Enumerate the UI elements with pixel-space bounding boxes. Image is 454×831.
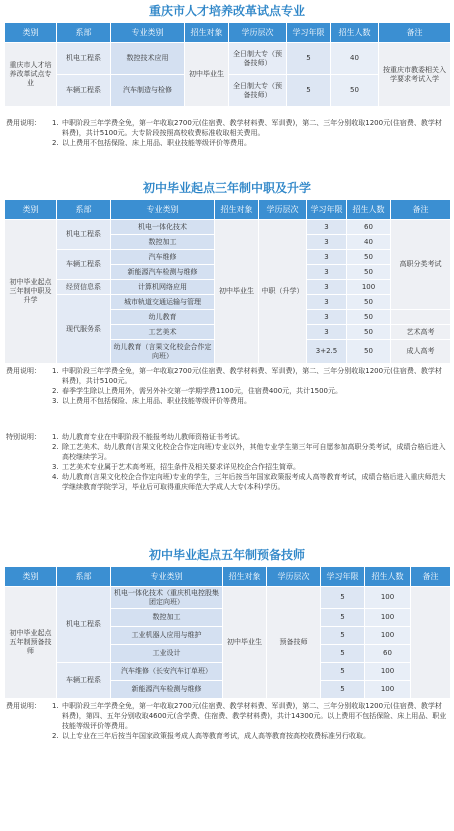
header-dept: 系部 <box>57 567 111 587</box>
fee-note-block <box>6 118 448 148</box>
header-major: 专业类别 <box>111 23 185 43</box>
major-cell: 幼儿教育 <box>111 310 215 325</box>
count-cell: 50 <box>347 310 391 325</box>
table-header-row <box>5 23 451 43</box>
count-cell: 100 <box>365 627 411 645</box>
years-cell: 3+2.5 <box>307 340 347 364</box>
count-cell: 40 <box>331 43 379 75</box>
count-cell: 100 <box>365 587 411 609</box>
header-object: 招生对象 <box>185 23 229 43</box>
note-cell: 高职分类考试 <box>391 220 451 310</box>
years-cell: 3 <box>307 220 347 235</box>
header-level: 学历层次 <box>267 567 321 587</box>
major-cell: 工艺美术 <box>111 325 215 340</box>
header-major: 专业类别 <box>111 567 223 587</box>
fee-item: 1. 中职阶段三年学费全免，第一年收取2700元(住宿费、教学材料费、军训费)，第二、三年分别收取1200元(住宿费、教学材料费)，第四、五年分别收取4600元(含学费、住宿费、教学材料费)，共计14300元。以上费用不包括保险、床上用品、职业技能等级评价等费用。 <box>52 702 447 730</box>
count-cell: 100 <box>365 681 411 699</box>
dept-cell: 机电工程系 <box>57 43 111 75</box>
section-three-year <box>0 177 454 364</box>
major-cell: 汽车维修（长安汽车订单班） <box>111 663 223 681</box>
dept-cell: 现代服务系 <box>57 295 111 364</box>
category-cell: 初中毕业起点五年制预备技师 <box>5 587 57 699</box>
level-cell: 中职（升学） <box>259 220 307 364</box>
table-row <box>5 587 451 609</box>
major-cell: 工业机器人应用与维护 <box>111 627 223 645</box>
years-cell: 3 <box>307 265 347 280</box>
header-level: 学历层次 <box>259 200 307 220</box>
section-title: 初中毕业起点五年制预备技师 <box>148 548 305 562</box>
count-cell: 40 <box>347 235 391 250</box>
major-cell: 机电一体化技术（重庆机电控股集团定向班） <box>111 587 223 609</box>
header-category: 类别 <box>5 200 57 220</box>
header-years: 学习年限 <box>321 567 365 587</box>
section-title: 初中毕业起点三年制中职及升学 <box>142 181 311 195</box>
count-cell: 50 <box>347 340 391 364</box>
special-item: 2. 除工艺美术、幼儿教育(言果文化校企合作定向班)专业以外，其他专业学生第三年可自愿参加高职分类考试，成绩合格后进入高校继续学习。 <box>52 443 446 461</box>
years-cell: 5 <box>321 609 365 627</box>
header-dept: 系部 <box>57 200 111 220</box>
special-note-block <box>6 432 448 492</box>
fee-label: 费用说明： <box>6 119 41 127</box>
level-cell: 全日制大专（预备技师） <box>229 75 287 107</box>
years-cell: 3 <box>307 280 347 295</box>
years-cell: 3 <box>307 235 347 250</box>
header-category: 类别 <box>5 23 57 43</box>
table-row <box>5 220 451 235</box>
fee-item: 2. 以上费用不包括保险、床上用品、职业技能等级评价等费用。 <box>52 139 251 147</box>
fee-item: 2. 春季学生除以上费用外，需另外补交第一学期学费1100元，住宿费400元，共计1500元。 <box>52 387 342 395</box>
fee-item: 2. 以上专业在三年后按当年国家政策报考成人高等教育考试，成人高等教育按高校收费标准另行收取。 <box>52 732 370 740</box>
years-cell: 5 <box>321 663 365 681</box>
dept-cell: 车辆工程系 <box>57 75 111 107</box>
header-years: 学习年限 <box>307 200 347 220</box>
count-cell: 50 <box>347 265 391 280</box>
fee-note-block <box>6 701 448 741</box>
section-five-year <box>0 544 454 699</box>
major-cell: 汽车维修 <box>111 250 215 265</box>
major-cell: 幼儿教育（言果文化校企合作定向班） <box>111 340 215 364</box>
special-item: 4. 幼儿教育(言果文化校企合作定向班)专业的学生，三年后按当年国家政策报考成人高等教育考试，成绩合格后进入重庆师范大学继续教育学院学习，毕业后可取得重庆师范大学成人大专(本科)学历。 <box>52 473 446 491</box>
major-cell: 计算机网络应用 <box>111 280 215 295</box>
major-cell: 机电一体化技术 <box>111 220 215 235</box>
section-reform-pilot <box>0 0 454 116</box>
count-cell: 50 <box>331 75 379 107</box>
header-level: 学历层次 <box>229 23 287 43</box>
object-cell: 初中毕业生 <box>215 220 259 364</box>
header-major: 专业类别 <box>111 200 215 220</box>
major-cell: 城市轨道交通运输与管理 <box>111 295 215 310</box>
special-label: 特别说明： <box>6 433 41 441</box>
header-note: 备注 <box>411 567 451 587</box>
header-dept: 系部 <box>57 23 111 43</box>
fee-item: 3. 以上费用不包括保险、床上用品、职业技能等级评价等费用。 <box>52 397 251 405</box>
major-cell: 新能源汽车检测与维修 <box>111 265 215 280</box>
reform-pilot-table <box>4 22 451 107</box>
category-cell: 初中毕业起点三年制中职及升学 <box>5 220 57 364</box>
years-cell: 5 <box>321 681 365 699</box>
count-cell: 60 <box>347 220 391 235</box>
table-header-row <box>5 567 451 587</box>
note-cell: 按重庆市教委相关入学要求考试入学 <box>379 43 451 107</box>
object-cell: 初中毕业生 <box>185 43 229 107</box>
years-cell: 5 <box>321 627 365 645</box>
header-object: 招生对象 <box>223 567 267 587</box>
count-cell: 50 <box>347 295 391 310</box>
years-cell: 5 <box>287 75 331 107</box>
dept-cell: 经贸信息系 <box>57 280 111 295</box>
years-cell: 3 <box>307 295 347 310</box>
fee-label: 费用说明： <box>6 367 41 375</box>
object-cell: 初中毕业生 <box>223 587 267 699</box>
dept-cell: 车辆工程系 <box>57 663 111 699</box>
major-cell: 数控加工 <box>111 609 223 627</box>
category-cell: 重庆市人才培养改革试点专业 <box>5 43 57 107</box>
header-note: 备注 <box>391 200 451 220</box>
fee-notes <box>6 701 448 741</box>
header-category: 类别 <box>5 567 57 587</box>
header-years: 学习年限 <box>287 23 331 43</box>
table-header-row <box>5 200 451 220</box>
header-count: 招生人数 <box>331 23 379 43</box>
special-notes <box>6 432 448 544</box>
dept-cell: 车辆工程系 <box>57 250 111 280</box>
fee-notes <box>6 118 448 177</box>
count-cell: 100 <box>365 609 411 627</box>
major-cell: 工业设计 <box>111 645 223 663</box>
count-cell: 60 <box>365 645 411 663</box>
fee-note-block <box>6 366 448 406</box>
count-cell: 100 <box>347 280 391 295</box>
years-cell: 3 <box>307 325 347 340</box>
special-item: 1. 幼儿教育专业在中职阶段不能报考幼儿教师资格证书考试。 <box>52 433 244 441</box>
header-object: 招生对象 <box>215 200 259 220</box>
dept-cell: 机电工程系 <box>57 220 111 250</box>
three-year-table <box>4 199 451 364</box>
major-cell: 数控技术应用 <box>111 43 185 75</box>
count-cell: 100 <box>365 663 411 681</box>
note-cell: 艺术高考 <box>391 325 451 340</box>
count-cell: 50 <box>347 250 391 265</box>
fee-label: 费用说明： <box>6 702 41 710</box>
special-item: 3. 工艺美术专业属于艺术高考班，招生条件及相关要求详见校企合作招生简章。 <box>52 463 300 471</box>
level-cell: 全日制大专（预备技师） <box>229 43 287 75</box>
fee-item: 1. 中职阶段三年学费全免，第一年收取2700元(住宿费、教学材料费、军训费)，第二、三年分别收取1200元(住宿费、教学材料费)，共计5100元。大专阶段按照高校收费标准收取相关费用。 <box>52 119 442 137</box>
header-count: 招生人数 <box>365 567 411 587</box>
count-cell: 50 <box>347 325 391 340</box>
dept-cell: 机电工程系 <box>57 587 111 663</box>
major-cell: 新能源汽车检测与维修 <box>111 681 223 699</box>
major-cell: 数控加工 <box>111 235 215 250</box>
note-cell: 成人高考 <box>391 340 451 364</box>
years-cell: 5 <box>287 43 331 75</box>
section-title: 重庆市人才培养改革试点专业 <box>148 4 305 18</box>
years-cell: 5 <box>321 645 365 663</box>
major-cell: 汽车制造与检修 <box>111 75 185 107</box>
five-year-table <box>4 566 451 699</box>
fee-notes <box>6 366 448 430</box>
level-cell: 预备技师 <box>267 587 321 699</box>
years-cell: 3 <box>307 250 347 265</box>
table-row <box>5 43 451 75</box>
header-count: 招生人数 <box>347 200 391 220</box>
header-note: 备注 <box>379 23 451 43</box>
years-cell: 3 <box>307 310 347 325</box>
fee-item: 1. 中职阶段三年学费全免，第一年收取2700元(住宿费、教学材料费、军训费)，第二、三年分别收取1200元(住宿费、教学材料费)，共计5100元。 <box>52 367 442 385</box>
years-cell: 5 <box>321 587 365 609</box>
